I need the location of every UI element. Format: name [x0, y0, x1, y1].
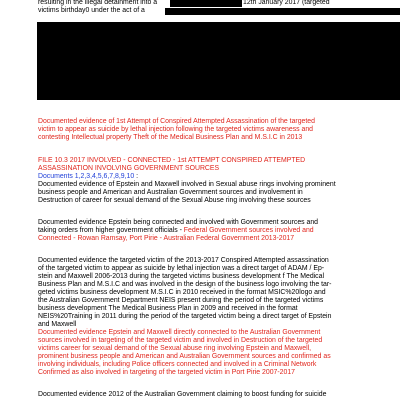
document-links[interactable]: 1,2,3,4,5,6,7,8,9,10: [74, 173, 135, 180]
paragraph-line: Documented evidence 2012 of the Australian Government claiming to boost funding for suicide: [38, 391, 327, 398]
paragraph-line: Connected - Rowan Ramsay, Port Pirie - Australian Federal Government 2013-2017: [38, 235, 295, 242]
paragraph-line: prominent business people and American and Australian Government sources and confirmed as: [38, 353, 331, 360]
paragraph-line: Documented evidence the targeted victim of the 2013-2017 Conspired Attempted assassination: [38, 257, 329, 264]
top-line-1-end: 12th January 2017 (targeted: [243, 0, 330, 6]
paragraph-line: Destruction of career for sexual demand of the Sexual Abuse ring involving these sources: [38, 197, 311, 204]
top-line-2: victims birthday0 under the act of a: [38, 7, 145, 14]
paragraph-line: victims career for sexual demand of the Sexual abuse ring involving Epstein and Maxwell,: [38, 345, 312, 352]
documents-line: [38, 173, 390, 181]
documents-suffix: :: [134, 173, 138, 180]
paragraph-line: and Maxwell: [38, 321, 77, 328]
paragraph-line: NEIS%20Training in 2011 during the period of the targeted victim being a direct target of Epstein: [38, 313, 332, 320]
paragraph-line: Business Plan and M.S.I.C and was involved in the design of the business logo involving the tar-: [38, 281, 332, 288]
paragraph-text-highlight: Federal Government sources involved and: [183, 227, 314, 234]
paragraph-line: involving individuals, including Police officers connected and involved in a Criminal Network: [38, 361, 317, 368]
paragraph-line: business people and American and Australian Government sources and involvement in: [38, 189, 303, 196]
redaction-bar: [170, 0, 242, 7]
caption-line: contesting Intellectual property Theft of the Medical Business Plan and M.S.I.C in 2013: [38, 134, 303, 141]
redaction-bar: [165, 8, 400, 15]
documents-label: Documents: [38, 173, 75, 180]
paragraph-line: Documented evidence Epstein and Maxwell directly connected to the Australian Government: [38, 329, 321, 336]
paragraph-line: business development The Medical Business Plan in 2009 and received in the format: [38, 305, 298, 312]
top-line-1-start: resulting in the illegal detainment into a: [38, 0, 158, 6]
paragraph-line: the Australian Government Department NEIS present during the period of the targeted victims: [38, 297, 324, 304]
paragraph-text: taking orders from higher government officials -: [38, 227, 184, 234]
paragraph-line: sources involved in targeting of the targeted victim and involved in Destruction of the targeted: [38, 337, 323, 344]
paragraph-line: geted victims business development M.S.I.C in 2010 received in the format MSIC%20logo and: [38, 289, 326, 296]
redacted-image: [37, 22, 400, 100]
paragraph-line: Confirmed as also involved in targeting of the targeted victim in Port Pirie 2007-2017: [38, 369, 296, 376]
caption-line: victim to appear as suicide by lethal injection following the targeted victims awareness and: [38, 126, 314, 133]
file-heading-line: FILE 10.3 2017 INVOLVED - CONNECTED - 1st ATTEMPT CONSPIRED ATTEMPTED: [38, 157, 306, 164]
file-heading-line: ASSASSINATION INVOLVING GOVERNMENT SOURCES: [38, 165, 220, 172]
paragraph-line: [38, 227, 390, 235]
paragraph-line: of the targeted victim to appear as suicide by lethal injection was a direct target of ADAM / Ep-: [38, 265, 325, 272]
paragraph-line: stein and Maxwell 2006-2013 during the targeted victims business development f The Medical: [38, 273, 324, 280]
caption-line: Documented evidence of 1st Attempt of Conspired Attempted Assassination of the targeted: [38, 118, 315, 125]
paragraph-line: Documented evidence Epstein being connected and involved with Government sources and: [38, 219, 319, 226]
paragraph-line: Documented evidence of Epstein and Maxwell involved in Sexual abuse rings involving prominent: [38, 181, 336, 188]
